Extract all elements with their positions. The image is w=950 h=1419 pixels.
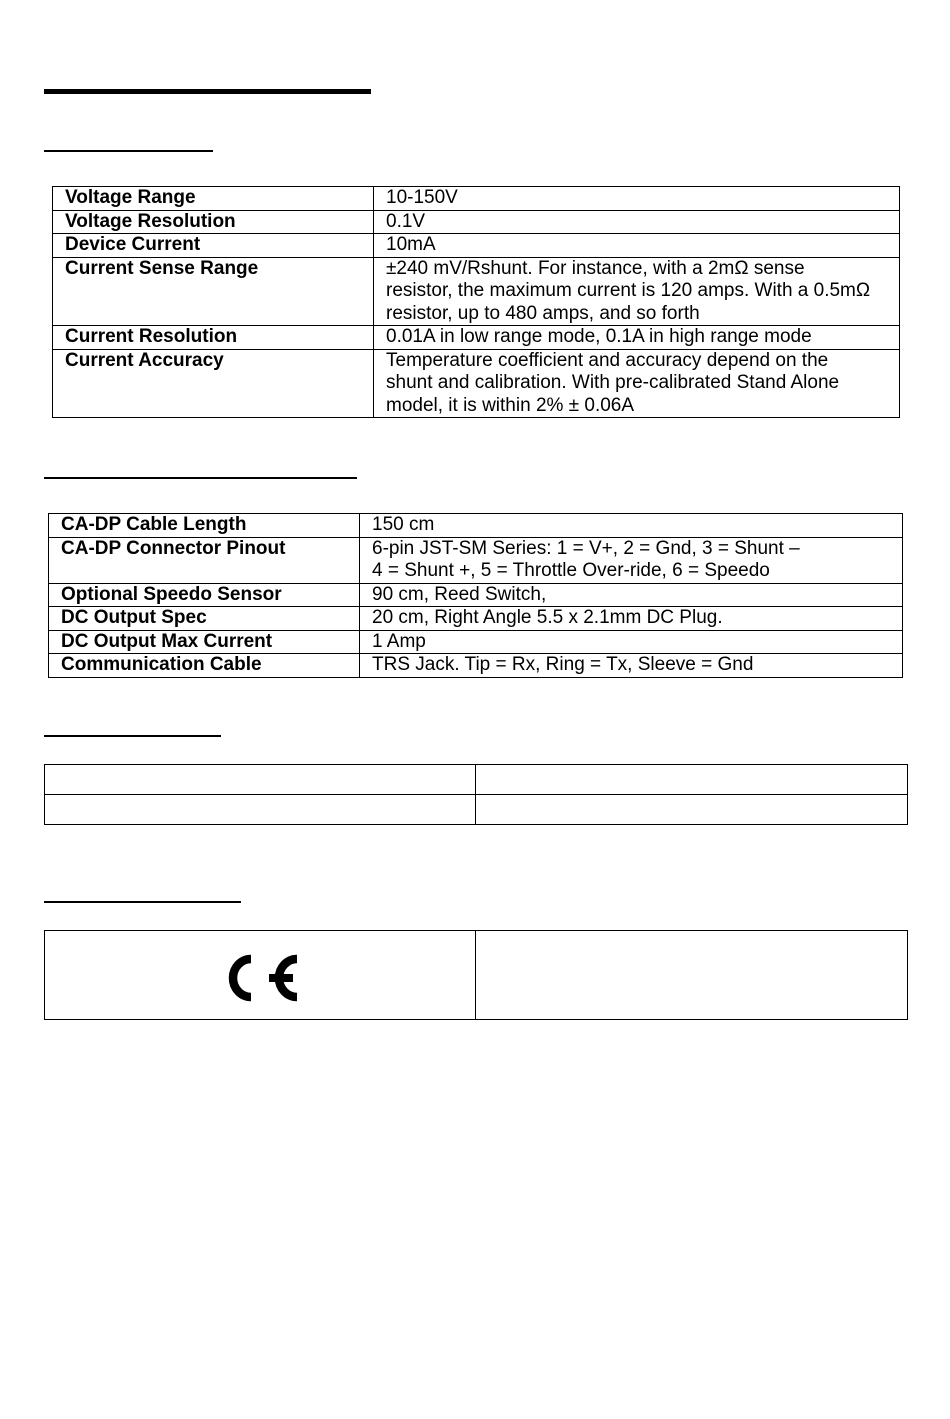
table-row: [53, 210, 900, 234]
spec-value: [374, 349, 900, 418]
table-row: [49, 654, 903, 678]
spec-value: 10mA: [374, 234, 900, 258]
title-underline: [44, 89, 371, 94]
table-row: [53, 326, 900, 350]
spec-value: [360, 537, 903, 583]
table-row: [53, 234, 900, 258]
empty-cell: [476, 795, 908, 825]
spec-value: 90 cm, Reed Switch,: [360, 583, 903, 607]
spec-key: CA-DP Cable Length: [49, 514, 360, 538]
spec-key: DC Output Max Current: [49, 630, 360, 654]
spec-key: Current Resolution: [53, 326, 374, 350]
spec-key: Device Current: [53, 234, 374, 258]
spec-value-line: model, it is within 2% ± 0.06A: [386, 394, 635, 416]
table-row: [49, 630, 903, 654]
logo-cell: [45, 931, 476, 1020]
section4-underline: [44, 901, 241, 903]
spec-value-line: 4 = Shunt +, 5 = Throttle Over-ride, 6 = Speedo: [372, 560, 770, 581]
spec-value: 0.01A in low range mode, 0.1A in high range mode: [374, 326, 900, 350]
spec-key: CA-DP Connector Pinout: [49, 537, 360, 583]
table-row: [53, 187, 900, 211]
spec-key: Voltage Range: [53, 187, 374, 211]
spec-value-line: shunt and calibration. With pre-calibrated Stand Alone: [386, 372, 840, 393]
ce-mark-icon: [207, 931, 309, 1019]
spec-value: TRS Jack. Tip = Rx, Ring = Tx, Sleeve = Gnd: [360, 654, 903, 678]
spec-value: 10-150V: [374, 187, 900, 211]
spec-value: 0.1V: [374, 210, 900, 234]
spec-key: Voltage Resolution: [53, 210, 374, 234]
table-row: [53, 257, 900, 326]
table-row: [49, 514, 903, 538]
table-row: [49, 537, 903, 583]
spec-value: [374, 257, 900, 326]
spec-value: 150 cm: [360, 514, 903, 538]
spec-key: Optional Speedo Sensor: [49, 583, 360, 607]
table-row: [45, 795, 908, 825]
empty-cell: [45, 795, 476, 825]
spec-key: Current Accuracy: [53, 349, 374, 418]
table-row: [49, 607, 903, 631]
empty-table: [44, 764, 908, 825]
spec-value-line: resistor, the maximum current is 120 amps. With a 0.5mΩ: [386, 280, 871, 301]
empty-cell: [476, 931, 908, 1020]
section1-underline: [44, 150, 213, 152]
empty-cell: [476, 765, 908, 795]
spec-key: Current Sense Range: [53, 257, 374, 326]
table-row: [53, 349, 900, 418]
spec-value-line: resistor, up to 480 amps, and so forth: [386, 302, 700, 324]
spec-key: Communication Cable: [49, 654, 360, 678]
spec-value: 1 Amp: [360, 630, 903, 654]
spec-value: 20 cm, Right Angle 5.5 x 2.1mm DC Plug.: [360, 607, 903, 631]
cable-spec-table: [48, 513, 903, 678]
spec-value-line: Temperature coefficient and accuracy depend on the: [386, 349, 829, 371]
section3-underline: [44, 735, 221, 737]
table-row: [45, 931, 908, 1020]
spec-value-line: ±240 mV/Rshunt. For instance, with a 2mΩ sense: [386, 257, 805, 279]
empty-cell: [45, 765, 476, 795]
table-row: [49, 583, 903, 607]
table-row: [45, 765, 908, 795]
spec-value-line: 6-pin JST-SM Series: 1 = V+, 2 = Gnd, 3 = Shunt –: [372, 537, 800, 559]
certification-table: [44, 930, 908, 1020]
electrical-spec-table: [52, 186, 900, 418]
section2-underline: [44, 477, 357, 479]
spec-key: DC Output Spec: [49, 607, 360, 631]
